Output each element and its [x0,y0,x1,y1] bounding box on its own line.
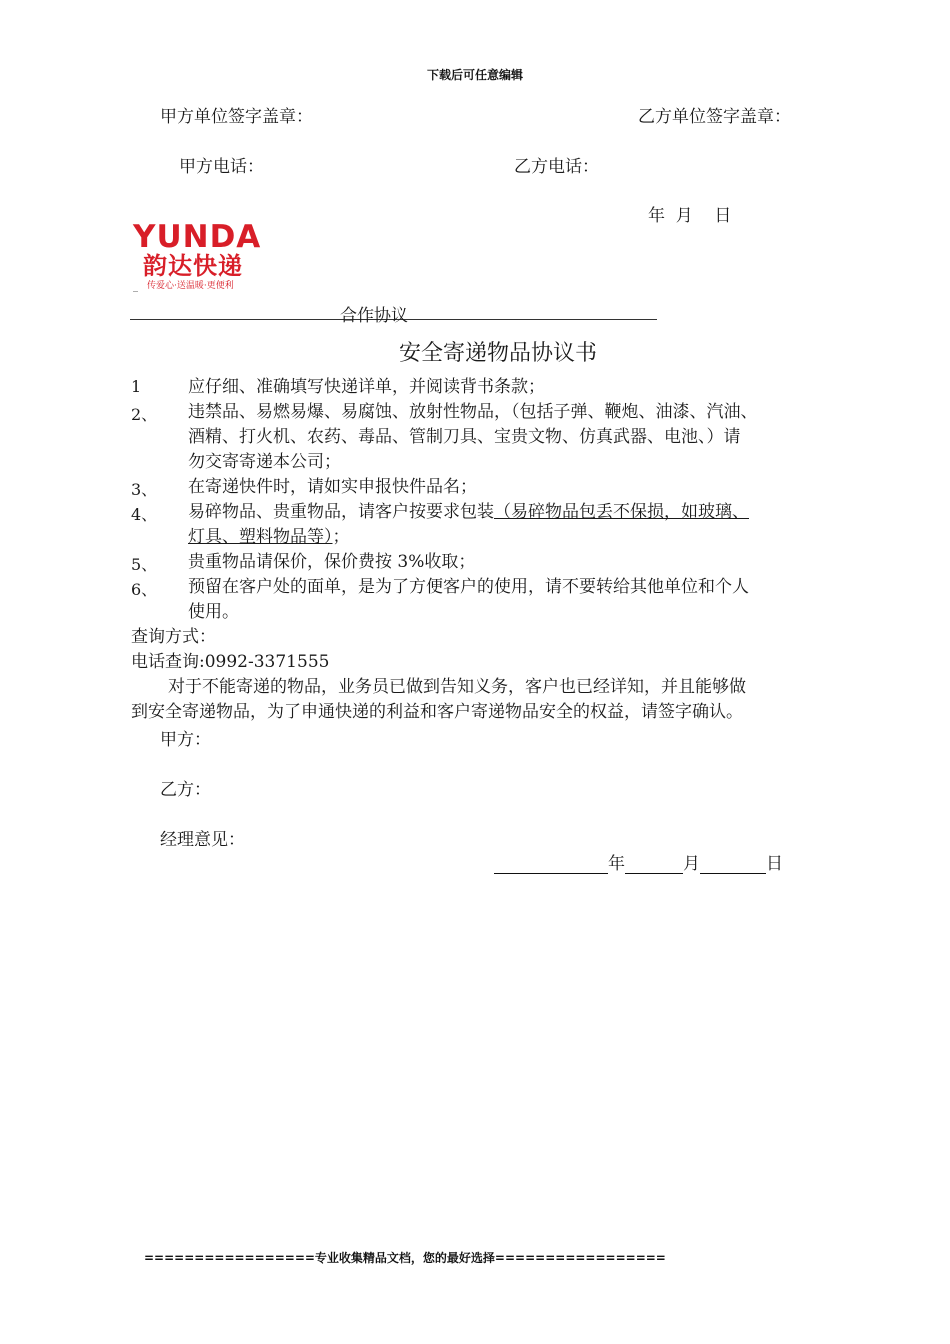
party-b-label: 乙方： [160,780,211,800]
item-text [188,500,749,525]
party-a-label: 甲方： [160,730,211,750]
item-number: 2、 [131,405,158,424]
party-a-phone-label: 甲方电话： [179,157,264,177]
item-text [188,525,350,550]
logo-dash: _ [133,281,138,292]
date-year-label: 年 [608,854,625,874]
item-text-underlined: （易碎物品包丢不保损，如玻璃、 [494,502,749,522]
footer-banner: =================专业收集精品文档，您的最好选择================= [144,1251,666,1265]
date-blank [494,855,608,874]
logo-wordmark-en: YUNDA [133,219,262,255]
item-number: 3、 [131,480,158,499]
confirmation-paragraph-line1: 对于不能寄递的物品，业务员已做到告知义务，客户也已经详知，并且能够做 [168,677,746,697]
party-a-sign-label: 甲方单位签字盖章： [160,107,313,127]
item-text-plain: 易碎物品、贵重物品，请客户按要求包装 [188,502,494,522]
date-blank [700,855,766,874]
confirmation-paragraph-line2: 到安全寄递物品，为了申通快递的利益和客户寄递物品安全的权益，请签字确认。 [131,702,743,722]
document-title: 安全寄递物品协议书 [398,341,597,366]
top-note: 下载后可任意编辑 [426,68,523,82]
yunda-logo [133,220,293,296]
party-b-phone-label: 乙方电话： [514,157,599,177]
item-text: 贵重物品请保价，保价费按 3%收取； [188,552,476,572]
item-number: 5、 [131,555,158,574]
manager-opinion-label: 经理意见： [160,830,245,850]
logo-wordmark-cn: 韵达快递 [143,252,243,280]
item-number: 4、 [131,505,158,524]
inquiry-label: 查询方式： [131,627,216,647]
logo-slogan: 传爱心·送温暖·更便利 [147,281,234,291]
item-text: 使用。 [188,602,239,622]
item-text-plain: ； [332,527,350,547]
item-number: 1 [131,377,142,396]
date-month-label: 月 [683,854,700,874]
date-day-label: 日 [766,854,783,874]
phone-query: 电话查询:0992-3371555 [131,652,330,672]
coop-label: 合作协议 [340,306,408,326]
item-text: 在寄递快件时，请如实申报快件品名； [188,477,477,497]
item-text: 应仔细、准确填写快递详单，并阅读背书条款； [188,377,545,397]
date-blank [625,855,683,874]
signature-date-line [494,849,783,874]
item-text: 预留在客户处的面单，是为了方便客户的使用，请不要转给其他单位和个人 [188,577,749,597]
party-b-sign-label: 乙方单位签字盖章： [638,107,791,127]
item-text: 勿交寄寄递本公司； [188,452,341,472]
date-header: 年 月 日 [648,206,732,226]
item-text: 违禁品、易燃易爆、易腐蚀、放射性物品，（包括子弹、鞭炮、油漆、汽油、 [188,402,758,422]
item-text: 酒精、打火机、农药、毒品、管制刀具、宝贵文物、仿真武器、电池、）请 [188,427,741,447]
item-number: 6、 [131,580,158,599]
item-text-underlined: 灯具、塑料物品等） [188,527,333,547]
